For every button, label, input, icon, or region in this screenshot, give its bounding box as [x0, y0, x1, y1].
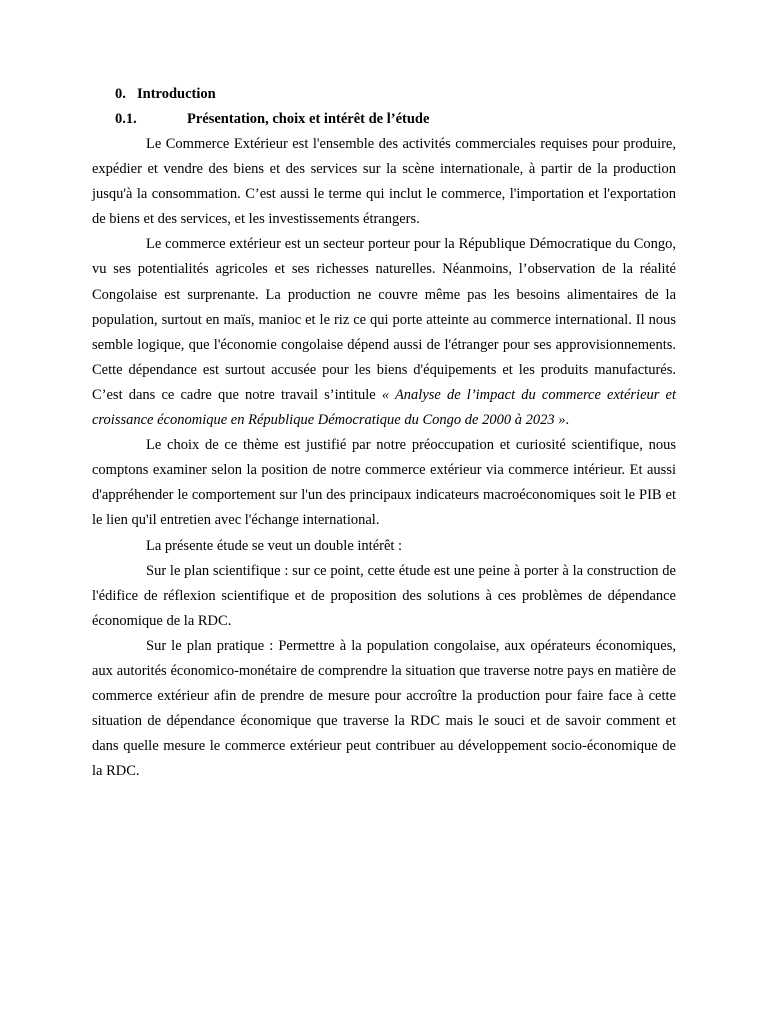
- paragraph-choice: Le choix de ce thème est justifié par notre préoccupation et curiosité scientifique, nous comptons examiner selon la position de notre commerce extérieur via commerce intérieur. Et aussi d'appréhender le comportement sur l'un des principaux indicateurs macroéconomiques soit le PIB et le lien qu'il entretien avec l'échange international.: [92, 437, 676, 529]
- document-page: [92, 82, 676, 784]
- paragraph-definition: Le Commerce Extérieur est l'ensemble des activités commerciales requises pour produire, expédier et vendre des biens et des services sur la scène internationale, à partir de la production jusqu'à la consommation. C’est aussi le terme qui inclut le commerce, l'importation et l'exportation de biens et des services, et les investissements étrangers.: [92, 136, 676, 228]
- paragraph-context: [92, 232, 676, 433]
- section-number: 0.: [115, 86, 126, 102]
- subsection-heading: [92, 107, 676, 132]
- subsection-title: Présentation, choix et intérêt de l’étude: [187, 111, 430, 127]
- paragraph-context-end: .: [565, 412, 570, 429]
- section-title: Introduction: [137, 86, 216, 102]
- paragraph-practical-interest: Sur le plan pratique : Permettre à la population congolaise, aux opérateurs économiques, aux autorités économico-monétaire de comprendre la situation que traverse notre pays en matière de commerce extérieur afin de prendre de mesure pour accroître la production pour faire face à cette situation de dépendance économique que traverse la RDC mais le souci et de savoir comment et dans quelle mesure le commerce extérieur peut contribuer au développement socio-économique de la RDC.: [92, 637, 676, 780]
- study-title: « Analyse de l’impact du commerce extérieur et croissance économique en République Démocratique du Congo de 2000 à 2023 »: [92, 386, 676, 429]
- subsection-number: 0.1.: [115, 111, 137, 127]
- paragraph-context-text: Le commerce extérieur est un secteur porteur pour la République Démocratique du Congo, vu ses potentialités agricoles et ses richesses naturelles. Néanmoins, l’observation de la réalité Congolaise est surprenante. La production ne couvre même pas les besoins alimentaires de la population, surtout en maïs, manioc et le riz ce qui porte atteinte au commerce international. Il nous semble logique, que l'économie congolaise dépend aussi de l'étranger pour ses approvisionnements. Cette dépendance est surtout accusée pour les biens d'équipements et les produits manufacturés. C’est dans ce cadre que notre travail s’intitule: [92, 236, 676, 403]
- section-heading: [92, 82, 676, 107]
- paragraph-interest-intro: La présente étude se veut un double intérêt :: [146, 537, 403, 554]
- paragraph-scientific-interest: Sur le plan scientifique : sur ce point, cette étude est une peine à porter à la construction de l'édifice de réflexion scientifique et de proposition des solutions à ces problèmes de dépendance économique de la RDC.: [92, 562, 676, 629]
